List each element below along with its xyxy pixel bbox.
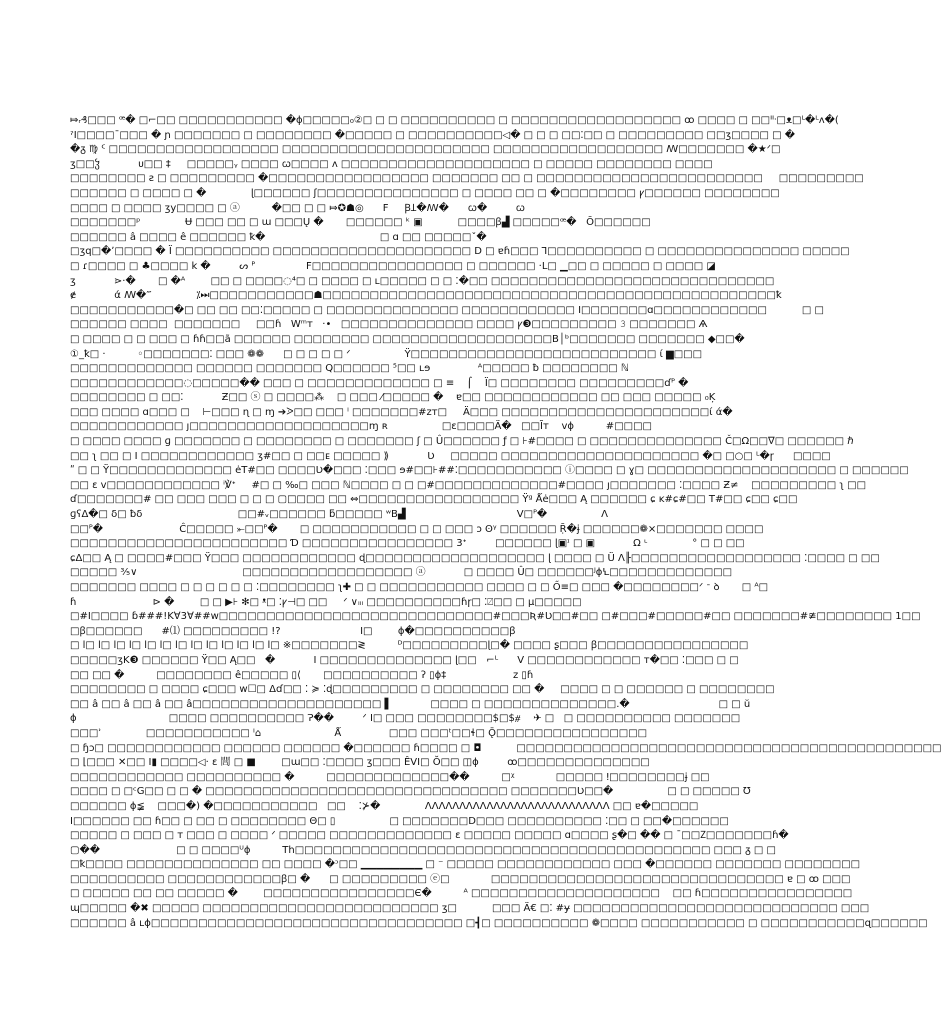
text-line: □ ⌊□□□ ✕□□ I▮ □□□□◁· ɛ 閭 □ ■ □ɯ□□ ⁚□□□□ ʒ□□□ ÊVI□ Ŏ□□ ◫ɸ ꝏ□□□□□□□□□□□□□□ xyxy=(70,757,650,769)
text-line: □□□□□ □ □□□ □ ᴛ □□□ □ □□□□ ᐟ □□□□□ □□□□□□□□□□□□□ ɛ □□□□□ □□□□□ ɑ□□□□ ʂ�□ �� □ ¯□□Ⴭ□□□□□□□ɦ� xyxy=(70,830,789,842)
text-line: □□□□□□□□ □ □□□□ ɕ□□□ ᴡ☐□ Δɗ□□ ⁚ ≽ ⁚ɖ□□□□□□□□□ □ □□□□□□□□ □□ � □□□□ □ □ □□□□□□ □ □□□□□□□□ xyxy=(70,684,775,696)
text-line: □□ □□ � □□□□□□□□ ê□□□□□ ▯⟨ □□□□□□□□□□ ʔ ▯ɸ‡ z ▯ɦ xyxy=(70,669,534,681)
text-line: ʺ □ □ Ÿ□□□□□□□□□□□□□ ėT#□□ □□□□Ʋ�□□□ ⁚□□□ ɘ#□□⊦##⁚□□□□□□□□□□□ ⓘ□□□□ □ ɣ□ □□□□□□□□□□□□□□□□□□□□ □ □□□□□□ xyxy=(70,465,909,477)
text-line: ɗ□□□□□□□# □□ □□□ □□□ □ □ □ ▢□□□□ □□ ⇔□□□□□□□□□□□□□□□□□ Ÿᵍ Ǻė□□□ Ą □□□□□□ ɕ ĸ#ɕ#□□ T#□□ ɕ□□ ɕ□□ xyxy=(70,494,798,506)
garbled-text-page xyxy=(70,114,941,944)
text-line: □□□□□□□□ □ □□⁚ Ƶ□□ ⓢ □ □□□□⁂ □ □□□ ⁄□□□□□ � ɐ□□ □□□□□□□□□□□□ □□ □□□ □□□□□ ₀Ķ xyxy=(70,392,716,404)
text-line: □#I□□□□ ɓ###!K∀3∀##w□□□□□□□□□□□□□□□□□□□□□□□□□□□□□#□□□Ʀ#Ʋ□□#□□ □#□□□#□□□□□#□□ □□□□□□□#≇□□□□□□□□ 1□□ xyxy=(70,611,921,623)
text-line: ɰ□□□□□ �✖ □□□□□ □□□□□□□□□□□□□□□□□□□□□□□□□ ʒ□ □□□ Ä€ □⁚ #ɏ □□□□□□□□□□□□□□□□□□□□□□□□□□□□ □□□ xyxy=(70,903,870,915)
text-line: □□□□□□ ɸ≨ □□□�) �□□□□□□□□□□□ □□ ⁚⊁� ɅɅɅɅɅɅɅɅɅɅɅɅɅɅɅɅɅɅɅɅɅɅɅɅɅɅɅ □□ ɐ�□□□□□ xyxy=(70,800,699,812)
text-line: □□□□□□□□□□ □□□□□□□□□□□□ꞵ□ � □ □□□□□□□□□ ⓔ□ □□□□□□□□□□□□□□□□□□□□□□□□□□□□□□□ ɐ □ ꝏ □□□ xyxy=(70,873,851,885)
text-line: □□□□□□□ᵖ Ʉ □□□ □□ □ ɯ □□□Ų � □□□□□□ ᵏ ▣ □□□□ꞵ▟ □□□□□ꟹ� Ō□□□□□□ xyxy=(70,217,651,229)
text-line: □□ ɛ ᴠ□□□□□□□□□□□□ ⁱ℣ᐩ #□ □ ‰□ □□□ ℕ□□□□ □ □ □#□□□□□□□□□□□□□#□□□□ ȷ□□□□□□□ ⁚□□□□ Ƶ≠ □□□□□□□□□ ʅ □□ xyxy=(70,479,867,491)
text-line: □□□□□ ⅗∨ □□□□□□□□□□□□□□□□□□ ⓐ □ □□□□ Û□ □□□□□□ᴶɸꝆ□□□□□□□□□□□□□ xyxy=(70,567,733,579)
text-line: □□□□□□□ □□□□ □ □ □ □ □ □ ⁚□□□□□□□□ ʅ✚ □ □ □□□□□□□□□□□ □□□□ □ □ Ő≡□ □□□ �□□□□□□□□ᐟ ᐨ ꝺ □ ᴬ□ xyxy=(70,582,769,593)
text-line: □□□□ □ □□□□ ʒy□□□□ □ ⓐ �□□ □ □ ⤇✪☗◎ F ꞴꞱ�ꟿ� ꞷ� ꞷ xyxy=(70,202,525,214)
text-line: □□□□□□□□□□□□ ȷ□□□□□□□□□□□□□□□□□□□ɱ ʀ □ɛ□□□□Ä� □□Ĩᴛ ᴠɸ #□□□□ xyxy=(70,421,652,433)
text-line: ɸ □□□□ □□□□□□□□□□ Ɂ�� ᐟ I□ □□□ □□□□□□□□$□$⧣ ✈ □ □ □□□□□□□□□□ □□□□□□□ xyxy=(70,713,741,725)
text-line: □□□□□ʒK❸ □□□□□□ Ÿ□□ Ą□□ � I □□□□□□□□□□□□□□ ɭ□□ ⌐ᴸ V □□□□□□□□□□□□ ᴛ�□□ ⁚□□□ □ □ xyxy=(70,654,739,666)
text-line: □□□□ □ □ᶜG□□ □ □ � □□□□□□□□□□□□□□□□□□□□□□□□□□□□□□□□ □□□□□□□Ʋ□□� □ □ □□□□□ Ʊ xyxy=(70,786,751,798)
text-line: □ʒq□�ʼ□□□□ � Ï □□□□□□□□□□ □□□□□□□□□□□□□□□□□□□□□ D □ ɐɦ□□□ Ꞁ□□□□□□□□□□ □ □□□□□□□□□□□□□□□ □□□□□ xyxy=(70,246,850,258)
text-line: □□□□□□ □ □□□□ □ � ɭ□□□□□□ ʃ□□□□□□□□□□□□□□□ □ □□□□ □□ □ �□□□□□□□□ ꝩ□□□□□□ □□□□□□□□ xyxy=(70,187,780,199)
text-line: ɦ ⊳ � □ □ ▶⊦ ✻□ ᵜ□ ⁚ꝩ⊣□ □□ ᐟ ∨ᵢᵢᵢ □□□□□□□□□□ɦɼ□ ⁚⍁□□ □ μ□□□□□ xyxy=(70,596,582,608)
text-line: ɕΔ□□ Ą □ □□□□#□□□ Ÿ□□□ □□□□□□□□□□□□ ɖ□□□□□□□□□□□□□□□□□□□ ɭ □□□□ □ Ü Ʌ╟□□□□□□□□□□□□□□□□□□ ⁚□□□□ □ □□ xyxy=(70,552,880,564)
text-line: □□□□□□ â ʟɸ□□□□□□□□□□□□□□□□□□□□□□□□□□□□□□□□□ □┫□ □□□□□□□□□□ ❁□□□□ □□□□□□□□□□□ □ □□□□□□□□□□□ɋ□□□□□□ xyxy=(70,917,928,929)
text-line: □□□□□□□□□□□□ □□□□□□□□□□ � □□□□□□□□□□□□□�� □ᵡ □□□□□ ǃ□□□□□□□□ɉ □□ xyxy=(70,771,710,783)
text-line: ɡʕΔ�□ δ□ ƀδ □□#ᵥ□□□□□□ ƃ□□□□□ ʷΒ▟ Ⅴ□ᴾ� Λ xyxy=(70,509,609,521)
text-line: ɇ ά ꟿ�‴ ⁒⏭□□□□□□□□□□□☗□□□□□□□□□□□□□□□□□□□□□□□□□□□□□□□□□□□□□□□□□□□□□□□□ꝁ xyxy=(70,290,782,302)
text-line: □□□□□□□□□□□□□ □□□□□□ □□□□□□□ Q□□□□□□ ⁵□□ ʟɘ ᴬ□□□□□ ƀ □□□□□□□□ ℕ xyxy=(70,363,629,375)
text-line: ʒ ⋗·� □ �ᴬ □□ □ □□□□◌⁴□ □ □□□□ □ ʟ□□□□□ □ □ ⁚�□□ □□□□□□□□□□□□□□□□□□□□□□□□□□□□□□ xyxy=(70,275,775,287)
text-line: □ □□□□ □□□□ ɡ □□□□□□□ □ □□□□□□□□ □ □□□□□□□ ʃ □ Û□□□□□□ ƒ □ ⊦#□□□□ □ □□□□□□□□□□□□□□ Č□Ω□□∇□ □□□□□□ ℏ xyxy=(70,436,854,448)
text-line: □ꞵ□□□□□□ #⑴ □□□□□□□□□ !? I□ ɸ�□□□□□□□□□□ꞵ xyxy=(70,625,516,637)
text-line: □□□□□□□□ ƨ □ □□□□□□□□□ �□□□□□□□□□□□□□□□□□ □□□□□□□ □□ □ □□□□□□□□□□□□□□□□□□□□□□□□ □□□□□□□□□ xyxy=(70,173,864,185)
text-line: □□ᴾ� Ĉ□□□□□ ⤜□□ᴾ� □ □□□□□□□□□□□ □ □ □□□ ɔ ʘᵞ □□□□□□ Ṝ�ɉ □□□□□□❁⨯□□□□□□□ □□□□ xyxy=(70,523,764,535)
text-line: ⤇ᵣ₰□□□ ꟹ� □⌐□□ □□□□□□□□□□□ �ɸ□□□□□₀②□ □ □ □□□□□□□□□□ □ □□□□□□□□□□□□□□□□□□ ꝏ □□□□ □ □□ᐦᐧ□ᴥ□ᴸ�ᴸᴧ�( xyxy=(70,115,839,126)
text-line: □ꝁ□□□□ □□□□□□□□□□□□□□ □□ □□□□ �ᵓ□□ ▁▁▁▁▁▁▁▁ □ ⁻ □□□□□ □□□□□□□□□□□□ □□□ �□□□□□□ □□□□□□□ □□□□□□□□ xyxy=(70,859,861,871)
text-line: □□□□□□ â □□□□ ê □□□□□□ ꝁ� □ ɑ □□ □□□□□ˇ� xyxy=(70,231,487,243)
text-line: □□□□□□ □□□□ □□□□□□□ □□ɦ Wᵐᴛ ·• □□□□□□□□□□□□□□ □□□□ ꝩ❸□□□□□□□□□ 𝟹 □□□□□□□ Ѧ xyxy=(70,319,708,331)
text-line: ʒ□□ჴ ᴜ□□ ‡ □□□□□ᵧ □□□□ ꞷ□□□□ ᴧ □□□□□□□□□□□□□□□□□□□□ □ □□□□□ □□□□□□□□ □□□□ xyxy=(70,158,713,170)
text-line: □□□ʾ □□□□□□□□□□□ ᴵ⌂ Ǻ □□□ □□□ᵗ□□ɬ□ Ǭ□□□□□□□□□□□□□□□□ xyxy=(70,727,648,739)
text-line: □ l□ l□ l□ l□ l□ l□ l□ l□ l□ l□ l□ l□ l□ ※□□□□□□□≷ ᴰ□□□□□□□□□ɭ□� □□□□ ʂ□□□ ꞵ□□□□□□□□□□□□□□□□ xyxy=(70,640,749,652)
text-line: □ ɧɔ□ □□□□□□□□□□□□ □□□□□□ □□□□□□ �□□□□□□ ɦ□□□□ □ ◘ □□□□□□□□□□□□□□□□□□□□□□□□□□□□□□□□□□□□□□□□□□□□□ xyxy=(70,742,941,754)
text-line: □□□□□□□□□□□□◌□□□□□�� □□□ □ □□□□□□□□□□□□□ □ ≡ ⌠ Ï□ □□□□□□□□ □□□□□□□□□ɗᴾ � xyxy=(70,377,689,389)
text-line: □□ ʅ □□ □ I □□□□□□□□□□□□ ʒ#□□ □ □□ᴇ □□□□□ ⟫ Ʋ □□□□□ □□□□□□□□□□□□□□□□□□□□□ �□ □○□ ᴸ�ɼ □□□□ xyxy=(70,450,831,462)
text-line: □□□□□□□□□□□□□□□□□□□□□□□ Ɗ □□□□□□□□□□□□□□□□ 3ᐩ □□□□□□ ɭ▣ᶦ □ ▣ Ω ᶫ ° □ □ □□ xyxy=(70,538,745,550)
text-line: □ □□□□□ □□ □□ □□□□□ � □□□□□□□□□□□□□□□□Є� ᴬ □□□□□□□□□□□□□□□□□□□□ □□ ɦ□□□□□□□□□□□□□□□□ xyxy=(70,888,853,900)
text-line: □□□ □□□□ ɑ□□□ □ ⊢□□□ ɳ □ ɱ ➔ᐷ□□ □□□ ˡ □□□□□□□#ᴢᴛ□ Ä□□□ □□□□□□□□□□□□□□□□□□□□□□ί ά� xyxy=(70,406,733,418)
text-line: ˀI□□□□¯□□□ � ɲ □□□□□□□ □ □□□□□□□□ �□□□□□ □ □□□□□□□□□□◁� □ □ □ □□⁚□□ □ □□□□□□□□□ □□ʒ□□□□ □ � xyxy=(70,129,796,141)
text-line: □□□□□□□□□□□�□ □□ □□ □□⁚□□□□□ □ □□□□□□□□□□□□□□ □□□□□□□□□□□□ I□□□□□□□ɑ□□□□□□□□□□□□ □ □ xyxy=(70,304,824,316)
text-line: ▢�� □ □ □□□□ᵁɸ Th□□□□□□□□□□□□□□□□□□□□□□□□□□□□□□□□□□□□□□□□□□□□ □□□ ᵹ □ □ xyxy=(70,844,776,856)
text-line: □□ â □□ â □□ â □□ â□□□□□□□□□□□□□□□□□□□□ ▌ □□□□ □ □□□□□□□□□□□□□□.� □ □ ŭ xyxy=(70,698,751,710)
text-line: I□□□□□□ □□ ɦ□□ □ □□ □ □□□□□□□□ Θ□ ▯ □ □□□□□□□D□□□ □□□□□□□□□□ ⁚□□ □ □□�□□□□□□ xyxy=(70,815,729,827)
text-line: �ᵹ ♍ ᑦ □□□□□□□□□□□□□□□□□□ □□□□□□□□□□□□□□□□□□□□□□ □□□□□□□□□□□□□□□□□□ ꟿ□□□□□□□ �★ᐟ□ xyxy=(70,144,781,156)
text-line: □ □□□□ □ □ □□□ □ ɦɦ□□ã □□□□□□ □□□□□□□□ □□□□□□□□□□□□□□□□□□□B│ᵇ□□□□□□□ □□□□□□□ ◆□□� xyxy=(70,333,745,345)
text-line: □ ɾ□□□□ □ ♣□□□□ k � ᔕ ᴾ Ϝ□□□□□□□□□□□□□□□□ □ □□□□□□ ·L□ ▁□□ □ □□□□□ □ □□□□ ◪ xyxy=(70,260,716,272)
text-line: ①_ꝁ□ · ◦□□□□□□□⁚ □□□ ❁❁ □ □ □ □ □ ᐟ Ÿ□□□□□□□□□□□□□□□□□□□□□□□□□□ ί ▆□□□ xyxy=(70,348,703,360)
